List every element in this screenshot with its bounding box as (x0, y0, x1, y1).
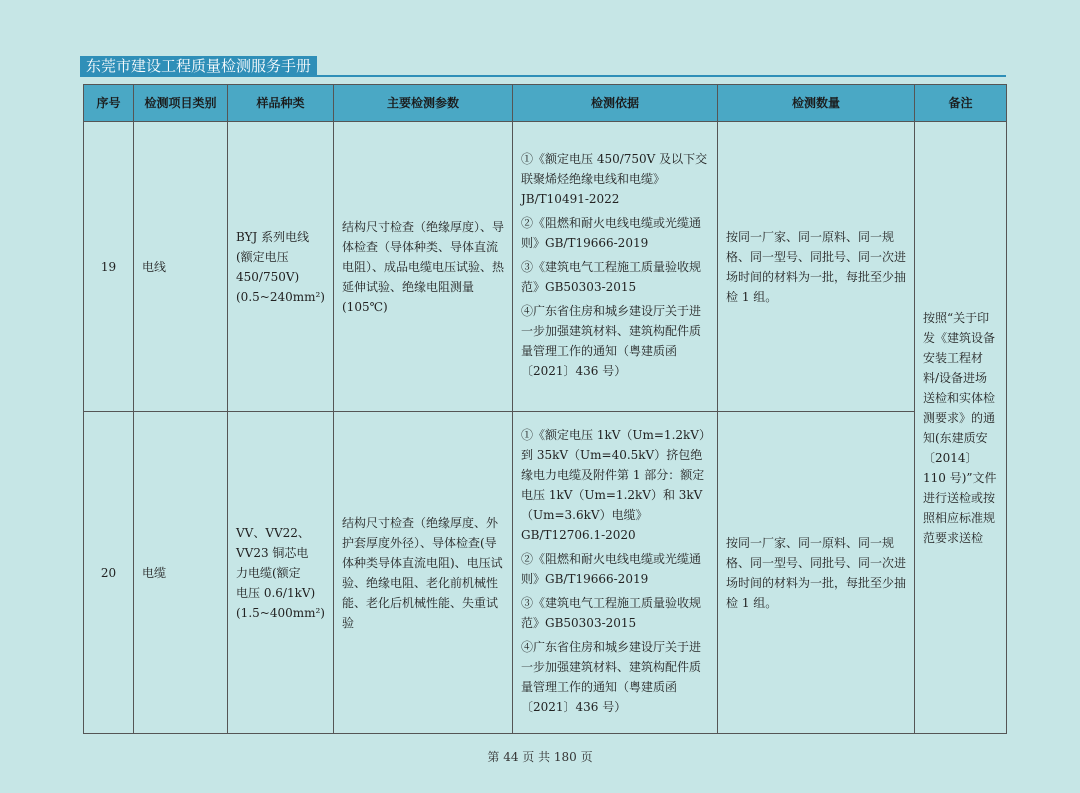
row-category: 电缆 (134, 412, 228, 734)
row-sample (228, 122, 334, 412)
row-no: 19 (84, 122, 134, 412)
sample-line: 450/750V) (236, 269, 300, 284)
basis-item: ③《建筑电气工程施工质量验收规范》GB50303-2015 (521, 595, 702, 630)
col-header-params: 主要检测参数 (334, 85, 513, 122)
row-sample (228, 412, 334, 734)
sample-line: BYJ 系列电线 (236, 229, 310, 244)
row-category: 电线 (134, 122, 228, 412)
row-no: 20 (84, 412, 134, 734)
basis-item: ③《建筑电气工程施工质量验收规范》GB50303-2015 (521, 259, 702, 294)
row-quantity: 按同一厂家、同一原料、同一规格、同一型号、同批号、同一次进场时间的材料为一批，每批至少抽检 1 组。 (718, 122, 915, 412)
sample-line: 电压 0.6/1kV) (236, 585, 316, 600)
row-basis (513, 122, 718, 412)
page-number: 第 44 页 共 180 页 (487, 750, 593, 764)
row-remark: 按照“关于印发《建筑设备安装工程材料/设备进场送检和实体检测要求》的通知(东建质安〔2014〕110 号)”文件进行送检或按照相应标准规范要求送检 (915, 122, 1007, 734)
sample-line: VV23 铜芯电 (236, 545, 309, 560)
sample-line: (额定电压 (236, 249, 289, 264)
basis-item: ①《额定电压 450/750V 及以下交联聚烯烃绝缘电线和电缆》JB/T10491-2022 (521, 151, 708, 206)
col-header-remark: 备注 (915, 85, 1007, 122)
row-params: 结构尺寸检查（绝缘厚度）、导体检查（导体种类、导体直流电阻）、成品电缆电压试验、热延伸试验、绝缘电阻测量(105℃) (334, 122, 513, 412)
header-rule (80, 75, 1006, 77)
table-row (84, 122, 1007, 412)
col-header-no: 序号 (84, 85, 134, 122)
col-header-category: 检测项目类别 (134, 85, 228, 122)
sample-line: (0.5~240mm²) (236, 289, 325, 304)
table-row (84, 412, 1007, 734)
inspection-table (83, 84, 1007, 734)
col-header-basis: 检测依据 (513, 85, 718, 122)
table-header-row (84, 85, 1007, 122)
sample-line: VV、VV22、 (236, 525, 310, 540)
basis-item: ④广东省住房和城乡建设厅关于进一步加强建筑材料、建筑构配件质量管理工作的通知（粤建质函〔2021〕436 号） (521, 639, 702, 714)
col-header-quantity: 检测数量 (718, 85, 915, 122)
col-header-sample: 样品种类 (228, 85, 334, 122)
basis-item: ①《额定电压 1kV（Um=1.2kV）到 35kV（Um=40.5kV）挤包绝缘电力电缆及附件第 1 部分：额定电压 1kV（Um=1.2kV）和 3kV（Um=3.6kV）电缆》GB/T12706.1-2020 (521, 427, 705, 542)
basis-item: ②《阻燃和耐火电线电缆或光缆通则》GB/T19666-2019 (521, 215, 702, 250)
sample-line: 力电缆(额定 (236, 565, 301, 580)
row-quantity: 按同一厂家、同一原料、同一规格、同一型号、同批号、同一次进场时间的材料为一批，每批至少抽检 1 组。 (718, 412, 915, 734)
sample-line: (1.5~400mm²) (236, 605, 325, 620)
basis-item: ②《阻燃和耐火电线电缆或光缆通则》GB/T19666-2019 (521, 551, 702, 586)
basis-item: ④广东省住房和城乡建设厅关于进一步加强建筑材料、建筑构配件质量管理工作的通知（粤建质函〔2021〕436 号） (521, 303, 702, 378)
row-basis (513, 412, 718, 734)
row-params: 结构尺寸检查（绝缘厚度、外护套厚度外径）、导体检查(导体种类导体直流电阻)、电压试验、绝缘电阻、老化前机械性能、老化后机械性能、失重试验 (334, 412, 513, 734)
manual-title: 东莞市建设工程质量检测服务手册 (80, 56, 317, 76)
